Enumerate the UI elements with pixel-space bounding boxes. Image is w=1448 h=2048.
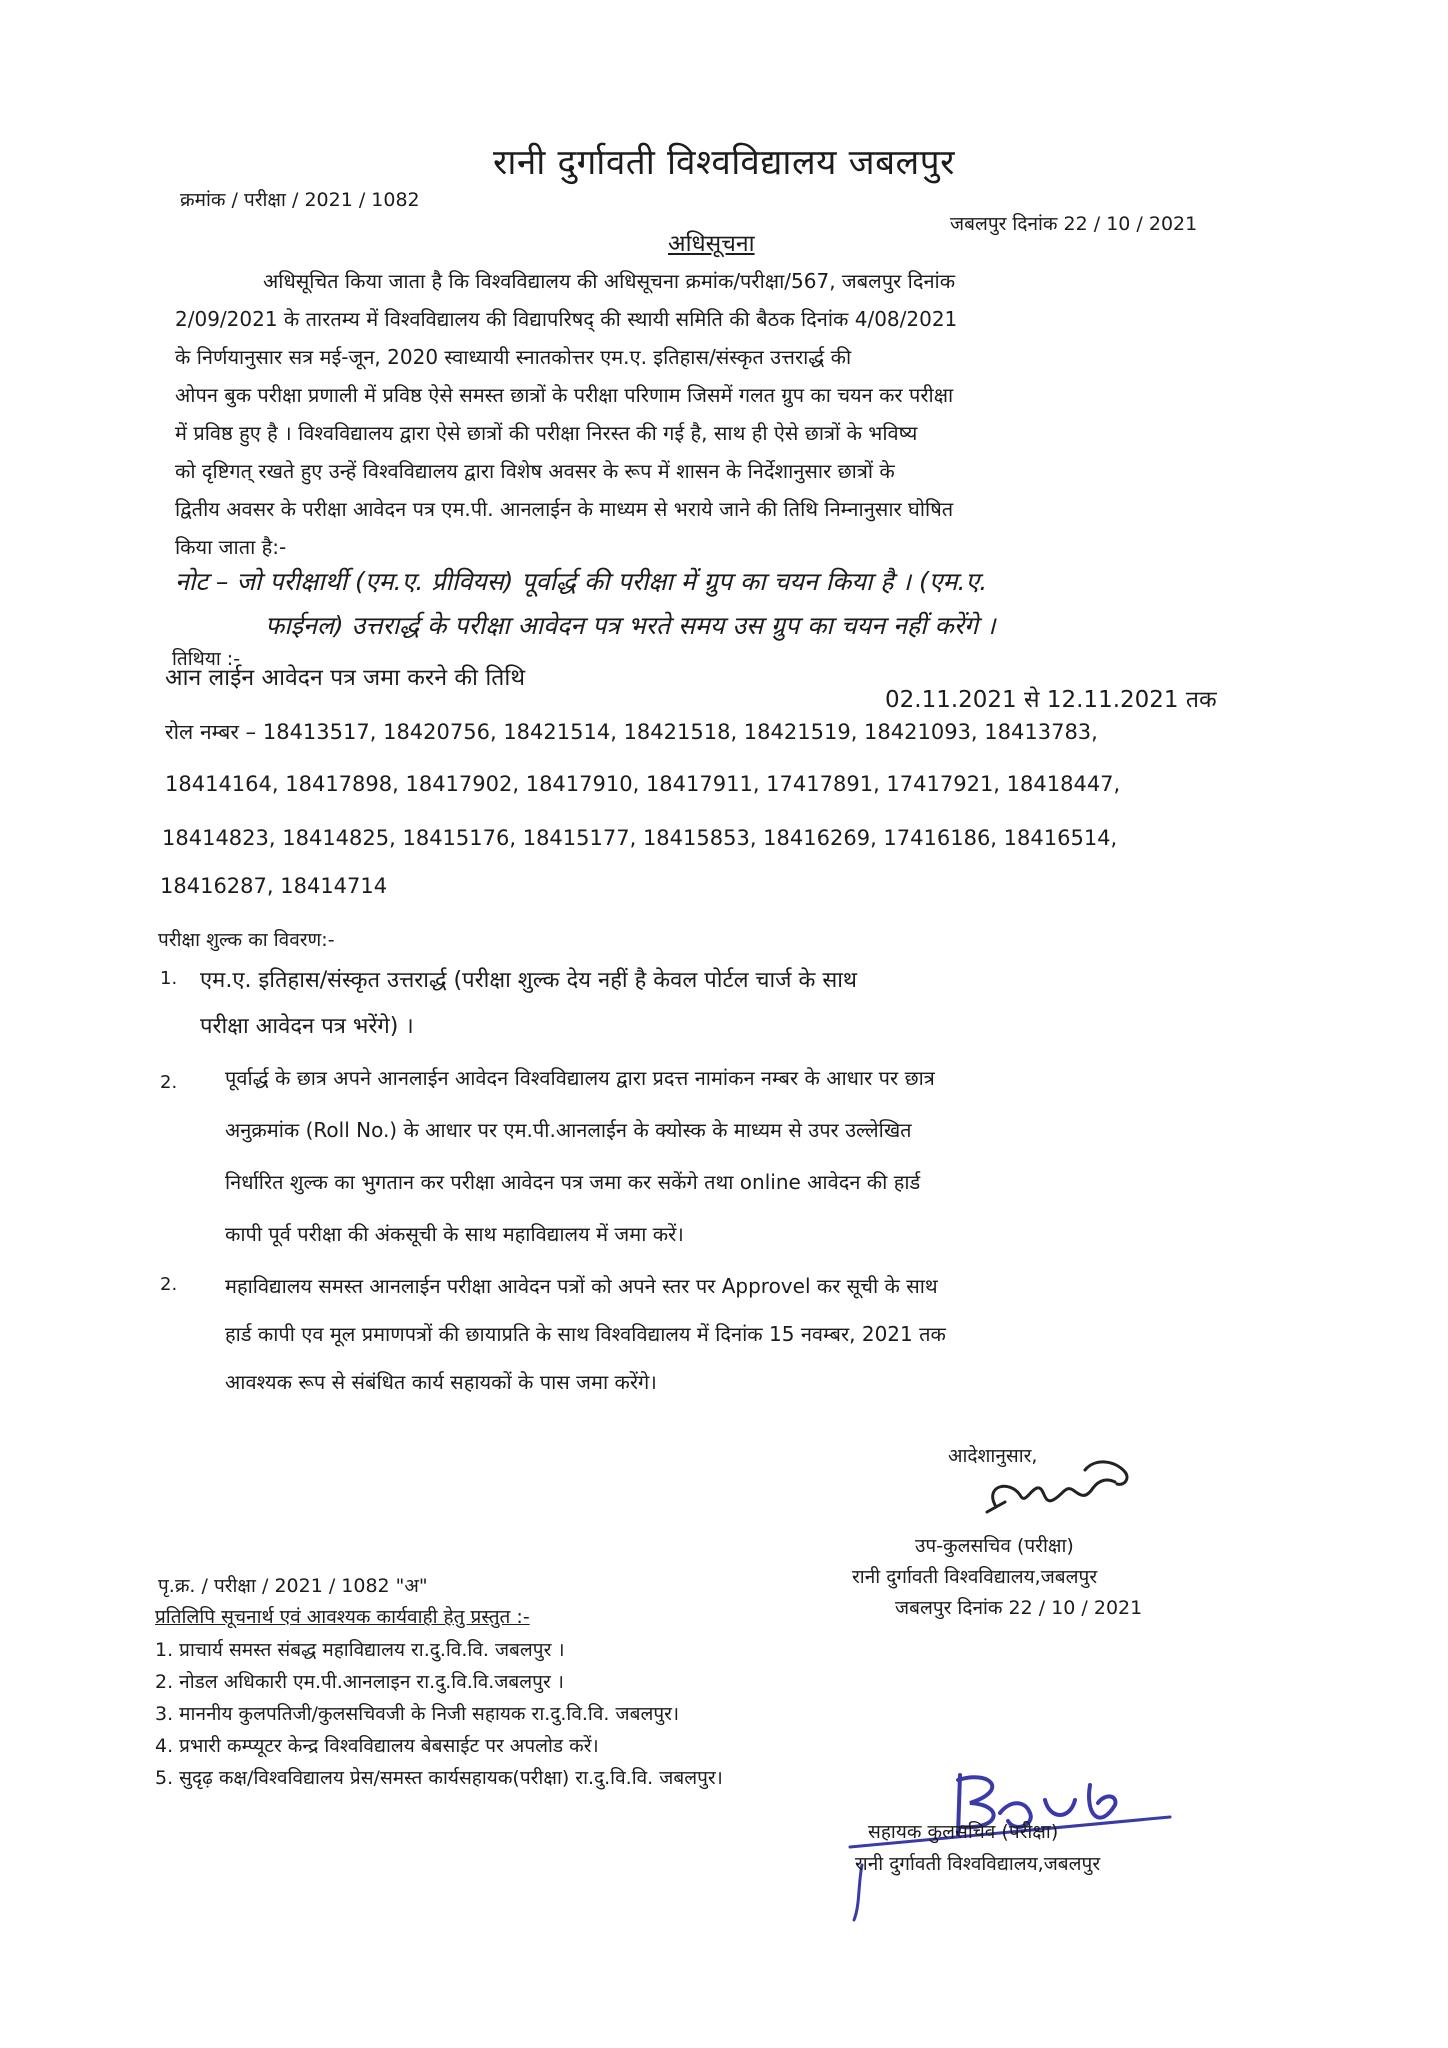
- roll-line: 18416287, 18414714: [160, 874, 388, 898]
- fee-item: [200, 958, 1280, 1050]
- note-line: नोट – जो परीक्षार्थी (एम.ए. प्रीवियस) पूर्वार्द्ध की परीक्षा में ग्रुप का चयन किया है । (एम.ए.: [175, 567, 988, 596]
- signature-deputy-registrar: [975, 1450, 1145, 1530]
- body-line: को दृष्टिगत् रखते हुए उन्हें विश्वविद्यालय द्वारा विशेष अवसर के रूप में शासन के निर्देशानुसार छात्रों के: [175, 459, 895, 483]
- fee-item-line: कापी पूर्व परीक्षा की अंकसूची के साथ महाविद्यालय में जमा करें।: [225, 1222, 684, 1246]
- fee-item-line: पूर्वार्द्ध के छात्र अपने आनलाईन आवेदन विश्वविद्यालय द्वारा प्रदत्त नामांकन नम्बर के आधार पर छात्र: [225, 1066, 935, 1090]
- online-date-label: आन लाईन आवेदन पत्र जमा करने की तिथि: [165, 665, 526, 691]
- body-line: ओपन बुक परीक्षा प्रणाली में प्रविष्ठ ऐसे समस्त छात्रों के परीक्षा परिणाम जिसमें गलत ग्रुप का चयन कर परीक्षा: [175, 383, 954, 407]
- body-line: अधिसूचित किया जाता है कि विश्वविद्यालय की अधिसूचना क्रमांक/परीक्षा/567, जबलपुर दिनांक: [263, 269, 956, 293]
- body-line: द्वितीय अवसर के परीक्षा आवेदन पत्र एम.पी. आनलाईन के माध्यम से भराये जाने की तिथि निम्नानुसार घोषित: [175, 497, 954, 521]
- body-line: के निर्णयानुसार सत्र मई-जून, 2020 स्वाध्यायी स्नातकोत्तर एम.ए. इतिहास/संस्कृत उत्तरार्द्ध की: [175, 345, 852, 369]
- fee-item-line: हार्ड कापी एव मूल प्रमाणपत्रों की छायाप्रति के साथ विश्वविद्यालय में दिनांक 15 नवम्बर, 2021 तक: [225, 1322, 946, 1346]
- copy-item: 1. प्राचार्य समस्त संबद्ध महाविद्यालय रा.दु.वि.वि. जबलपुर ।: [155, 1639, 565, 1661]
- copy-item: 5. सुदृढ़ कक्ष/विश्वविद्यालय प्रेस/समस्त कार्यसहायक(परीक्षा) रा.दु.वि.वि. जबलपुर।: [155, 1767, 723, 1789]
- fee-item: [225, 1262, 1265, 1406]
- assistant-registrar-designation: सहायक कुलसचिव (परीक्षा): [868, 1821, 1059, 1843]
- reference-number: क्रमांक / परीक्षा / 2021 / 1082: [180, 189, 420, 211]
- copy-item: 3. माननीय कुलपतिजी/कुलसचिवजी के निजी सहायक रा.दु.वि.वि. जबलपुर।: [155, 1703, 680, 1725]
- body-line: में प्रविष्ठ हुए है । विश्वविद्यालय द्वारा ऐसे छात्रों की परीक्षा निरस्त की गई है, साथ ही ऐसे छात्रों के भविष्य: [175, 421, 918, 445]
- copy-heading: प्रतिलिपि सूचनार्थ एवं आवश्यक कार्यवाही हेतु प्रस्तुत :-: [155, 1606, 530, 1628]
- fee-item-line: महाविद्यालय समस्त आनलाईन परीक्षा आवेदन पत्रों को अपने स्तर पर Approvel कर सूची के साथ: [225, 1274, 938, 1298]
- notification-body: [175, 262, 1280, 566]
- fee-item-line: परीक्षा आवेदन पत्र भरेंगे) ।: [200, 1014, 414, 1039]
- body-line: 2/09/2021 के तारतम्य में विश्वविद्यालय की विद्यापरिषद् की स्थायी समिति की बैठक दिनांक 4/08/2021: [175, 307, 958, 331]
- copy-reference: पृ.क्र. / परीक्षा / 2021 / 1082 "अ": [158, 1575, 428, 1597]
- copy-item: 2. नोडल अधिकारी एम.पी.आनलाइन रा.दु.वि.वि.जबलपुर ।: [155, 1671, 564, 1693]
- fee-item-line: आवश्यक रूप से संबंधित कार्य सहायकों के पास जमा करेंगे।: [225, 1370, 657, 1394]
- roll-line: 18414164, 18417898, 18417902, 18417910, 18417911, 17417891, 17417921, 18418447,: [165, 772, 1121, 796]
- order-text: आदेशानुसार,: [948, 1445, 1038, 1467]
- issue-date: जबलपुर दिनांक 22 / 10 / 2021: [950, 213, 1198, 235]
- note-block: [175, 560, 1285, 648]
- fee-item-number: 2.: [160, 1274, 178, 1295]
- fee-item: [225, 1052, 1265, 1260]
- body-line: किया जाता है:-: [175, 535, 287, 559]
- note-line: फाईनल) उत्तरार्द्ध के परीक्षा आवेदन पत्र भरते समय उस ग्रुप का चयन नहीं करेंगे ।: [265, 611, 996, 640]
- signature-date: जबलपुर दिनांक 22 / 10 / 2021: [895, 1597, 1143, 1619]
- copy-item: 4. प्रभारी कम्प्यूटर केन्द्र विश्वविद्यालय बेबसाईट पर अपलोड करें।: [155, 1735, 599, 1757]
- fee-item-number: 1.: [160, 968, 178, 989]
- roll-line: रोल नम्बर – 18413517, 18420756, 18421514, 18421518, 18421519, 18421093, 18413783,: [165, 720, 1098, 744]
- fee-item-line: निर्धारित शुल्क का भुगतान कर परीक्षा आवेदन पत्र जमा कर सकेंगे तथा online आवेदन की हार्ड: [225, 1170, 921, 1194]
- fee-item-line: अनुक्रमांक (Roll No.) के आधार पर एम.पी.आनलाईन के क्योस्क के माध्यम से उपर उल्लेखित: [225, 1118, 912, 1142]
- fee-item-line: एम.ए. इतिहास/संस्कृत उत्तरार्द्ध (परीक्षा शुल्क देय नहीं है केवल पोर्टल चार्ज के साथ: [200, 968, 857, 993]
- dates-label: तिथिया :-: [172, 648, 241, 670]
- roll-line: 18414823, 18414825, 18415176, 18415177, 18415853, 18416269, 17416186, 18416514,: [162, 826, 1118, 850]
- university-title: रानी दुर्गावती विश्वविद्यालय जबलपुर: [493, 143, 955, 183]
- assistant-registrar-org: रानी दुर्गावती विश्वविद्यालय,जबलपुर: [855, 1853, 1101, 1875]
- fee-item-number: 2.: [160, 1072, 178, 1093]
- notification-heading: अधिसूचना: [668, 231, 755, 257]
- deputy-registrar-org: रानी दुर्गावती विश्वविद्यालय,जबलपुर: [852, 1566, 1098, 1588]
- deputy-registrar-designation: उप-कुलसचिव (परीक्षा): [915, 1535, 1074, 1557]
- fee-details-label: परीक्षा शुल्क का विवरण:-: [158, 929, 335, 951]
- online-date-value: 02.11.2021 से 12.11.2021 तक: [885, 687, 1217, 713]
